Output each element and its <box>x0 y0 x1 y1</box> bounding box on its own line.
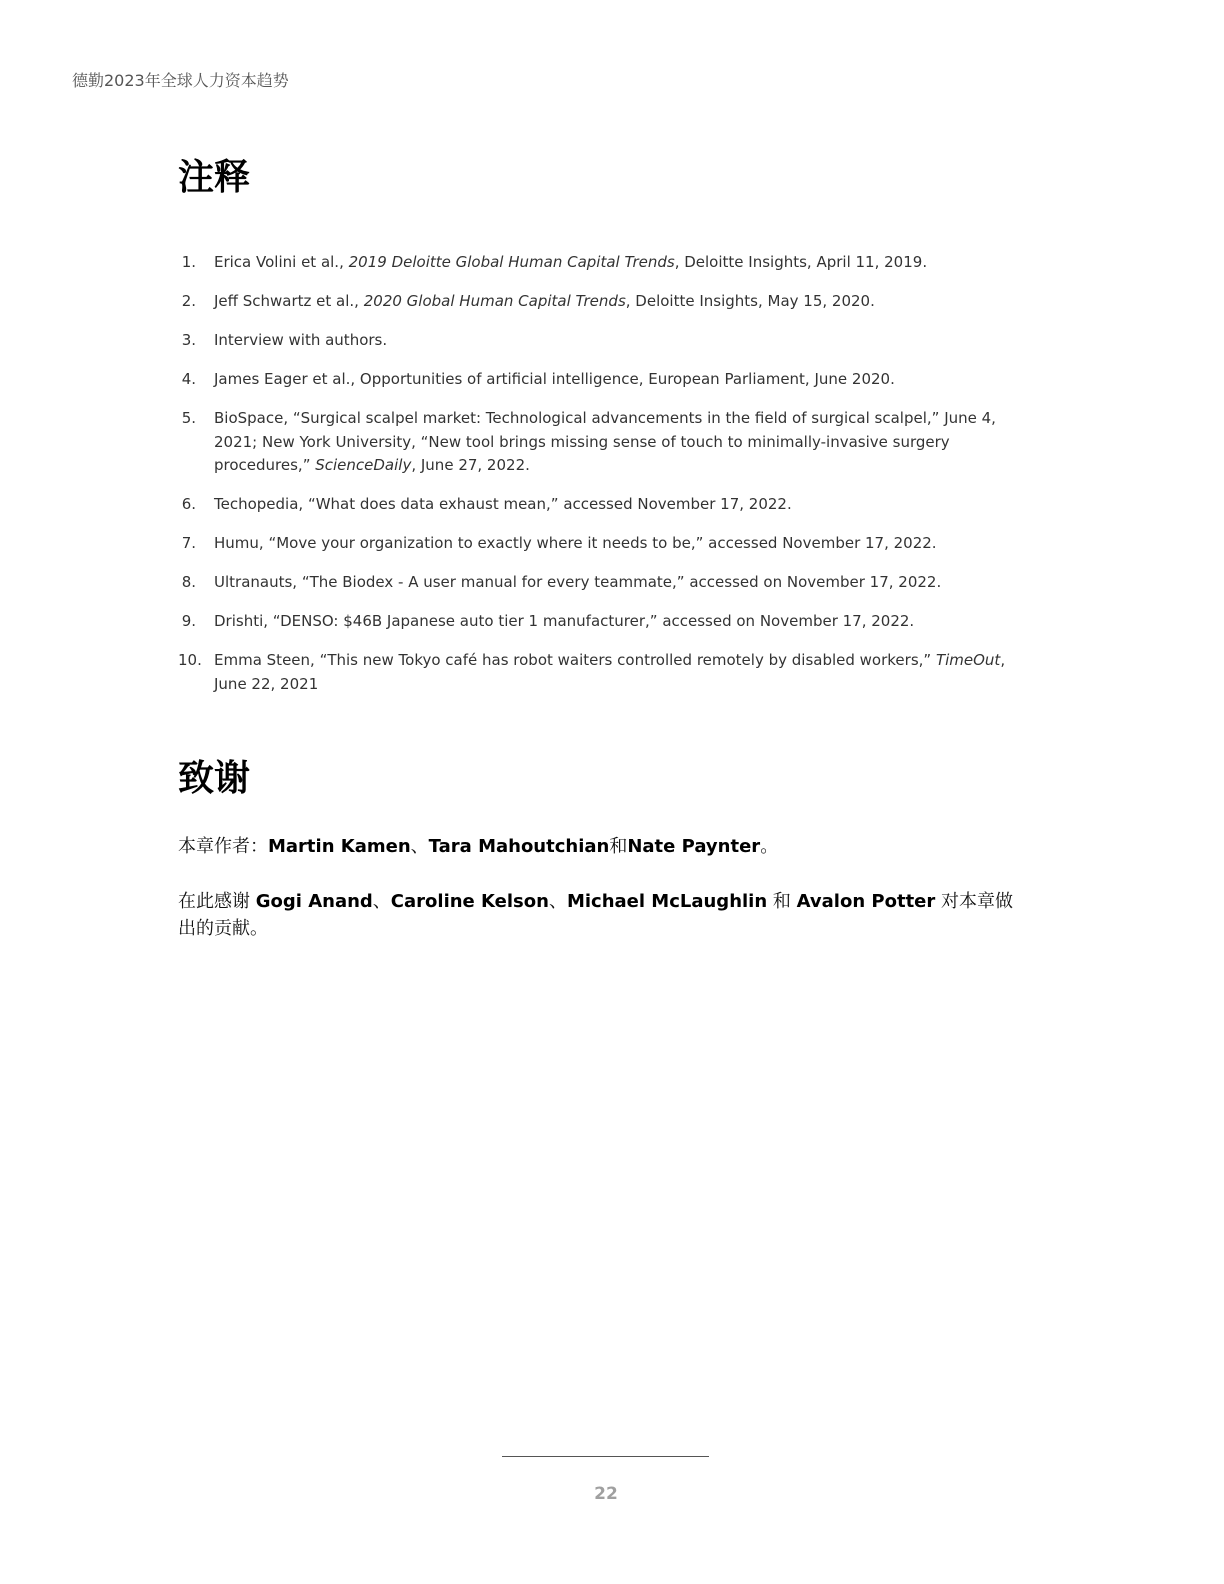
note-number: 5. <box>181 409 196 427</box>
author-name: Martin Kamen <box>268 836 411 857</box>
authors-line: 本章作者：Martin Kamen、Tara Mahoutchian和Nate Paynter。 <box>178 836 779 857</box>
thanks-line: 在此感谢 Gogi Anand、Caroline Kelson、Michael McLaughlin 和 Avalon Potter 对本章做出的贡献。 <box>178 891 1013 939</box>
note-number: 2. <box>181 292 196 310</box>
note-text: Drishti, “DENSO: $46B Japanese auto tier 1 manufacturer,” accessed on November 17, 2022. <box>214 612 915 630</box>
contributor-name: Michael McLaughlin <box>566 891 768 912</box>
note-item <box>178 610 1028 634</box>
note-item <box>178 407 1028 478</box>
note-text: Humu, “Move your organization to exactly where it needs to be,” accessed November 17, 2022. <box>214 534 937 552</box>
note-text: Techopedia, “What does data exhaust mean,” accessed November 17, 2022. <box>214 495 792 513</box>
note-text: James Eager et al., Opportunities of artificial intelligence, European Parliament, June 2020. <box>214 370 895 388</box>
note-number: 9. <box>181 612 196 630</box>
note-text: Erica Volini et al., 2019 Deloitte Global Human Capital Trends, Deloitte Insights, April 11, 2019. <box>214 253 928 271</box>
note-number: 1. <box>181 253 196 271</box>
running-header: 德勤2023年全球人力资本趋势 <box>72 71 289 90</box>
author-name: Tara Mahoutchian <box>428 836 610 857</box>
contributor-name: Gogi Anand <box>255 891 373 912</box>
note-text: Ultranauts, “The Biodex - A user manual for every teammate,” accessed on November 17, 2022. <box>214 573 942 591</box>
note-text: BioSpace, “Surgical scalpel market: Technological advancements in the field of surgical scalpel,” June 4, 2021; New York University, “New tool brings missing sense of touch to minimally-invasive surgery procedures,” ScienceDaily, June 27, 2022. <box>214 409 996 474</box>
notes-title: 注释 <box>178 157 251 198</box>
note-number: 6. <box>181 495 196 513</box>
note-item <box>178 532 1028 556</box>
note-text: Emma Steen, “This new Tokyo café has robot waiters controlled remotely by disabled workers,” TimeOut, June 22, 2021 <box>214 651 1006 693</box>
note-item <box>178 649 1028 696</box>
note-item <box>178 290 1028 314</box>
note-number: 10. <box>178 651 202 669</box>
note-item <box>178 571 1028 595</box>
note-number: 3. <box>181 331 196 349</box>
contributor-name: Avalon Potter <box>796 891 936 912</box>
contributor-name: Caroline Kelson <box>390 891 549 912</box>
note-number: 4. <box>181 370 196 388</box>
author-name: Nate Paynter <box>627 836 761 857</box>
acknowledgements-title: 致谢 <box>178 758 251 799</box>
note-item <box>178 329 1028 353</box>
note-item <box>178 368 1028 392</box>
footer-divider <box>502 1456 709 1457</box>
note-text: Interview with authors. <box>214 331 388 349</box>
note-item <box>178 493 1028 517</box>
note-text: Jeff Schwartz et al., 2020 Global Human Capital Trends, Deloitte Insights, May 15, 2020. <box>214 292 875 310</box>
note-number: 7. <box>181 534 196 552</box>
note-number: 8. <box>181 573 196 591</box>
note-item <box>178 251 1028 275</box>
page-number: 22 <box>594 1484 618 1504</box>
notes-list <box>178 251 1028 712</box>
